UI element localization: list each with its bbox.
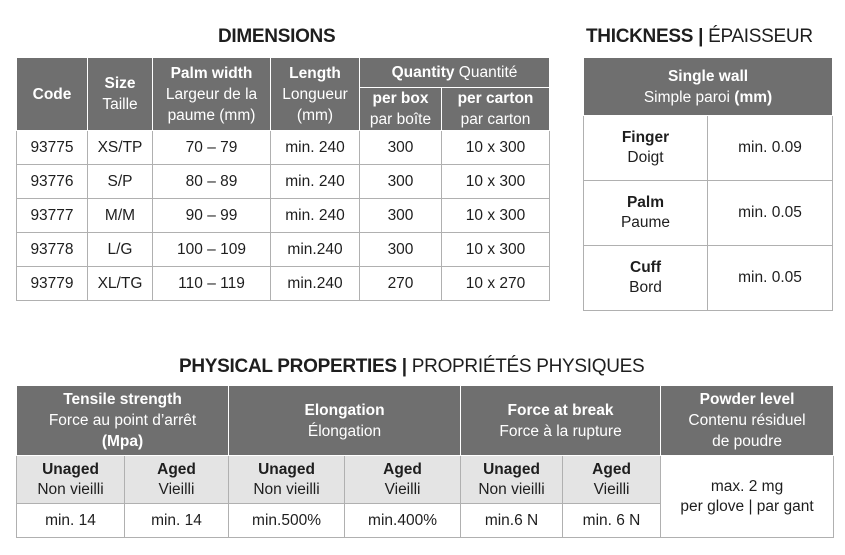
subheader-unaged: Unaged Non vieilli bbox=[17, 456, 125, 504]
physical-properties-table bbox=[16, 385, 834, 538]
cell-palm: 100 – 109 bbox=[153, 233, 271, 267]
cell-size: XL/TG bbox=[88, 267, 153, 301]
cell-size: XS/TP bbox=[88, 131, 153, 165]
subheader-aged: Aged Vieilli bbox=[125, 456, 229, 504]
cell-label: Cuff Bord bbox=[584, 246, 708, 311]
cell-force-unaged: min.6 N bbox=[461, 504, 563, 538]
cell-per-carton: 10 x 300 bbox=[442, 165, 550, 199]
cell-tensile-aged: min. 14 bbox=[125, 504, 229, 538]
table-row bbox=[17, 233, 550, 267]
header-per-carton: per carton par carton bbox=[442, 88, 550, 131]
cell-value: min. 0.09 bbox=[708, 116, 833, 181]
cell-per-box: 300 bbox=[360, 199, 442, 233]
cell-size: L/G bbox=[88, 233, 153, 267]
cell-force-aged: min. 6 N bbox=[563, 504, 661, 538]
header-size: Size Taille bbox=[88, 58, 153, 131]
header-elongation: Elongation Élongation bbox=[229, 386, 461, 456]
cell-length: min.240 bbox=[271, 233, 360, 267]
cell-value: min. 0.05 bbox=[708, 246, 833, 311]
header-quantity: Quantity Quantité bbox=[360, 58, 550, 88]
header-powder-level: Powder level Contenu résiduel de poudre bbox=[661, 386, 834, 456]
table-row bbox=[584, 246, 833, 311]
cell-length: min. 240 bbox=[271, 165, 360, 199]
cell-code: 93778 bbox=[17, 233, 88, 267]
cell-per-carton: 10 x 300 bbox=[442, 233, 550, 267]
cell-code: 93776 bbox=[17, 165, 88, 199]
thickness-title: THICKNESS | ÉPAISSEUR bbox=[586, 26, 813, 47]
cell-label: Finger Doigt bbox=[584, 116, 708, 181]
cell-per-carton: 10 x 270 bbox=[442, 267, 550, 301]
cell-size: M/M bbox=[88, 199, 153, 233]
cell-size: S/P bbox=[88, 165, 153, 199]
cell-code: 93779 bbox=[17, 267, 88, 301]
subheader-aged: Aged Vieilli bbox=[345, 456, 461, 504]
physical-properties-title: PHYSICAL PROPERTIES | PROPRIÉTÉS PHYSIQUES bbox=[179, 356, 645, 377]
cell-per-carton: 10 x 300 bbox=[442, 199, 550, 233]
subheader-unaged: Unaged Non vieilli bbox=[461, 456, 563, 504]
table-row bbox=[17, 131, 550, 165]
cell-code: 93777 bbox=[17, 199, 88, 233]
dimensions-title: DIMENSIONS bbox=[218, 26, 336, 47]
cell-palm: 80 – 89 bbox=[153, 165, 271, 199]
header-single-wall: Single wall Simple paroi (mm) bbox=[584, 58, 833, 116]
cell-code: 93775 bbox=[17, 131, 88, 165]
cell-length: min.240 bbox=[271, 267, 360, 301]
cell-powder-value: max. 2 mg per glove | par gant bbox=[661, 456, 834, 538]
cell-per-carton: 10 x 300 bbox=[442, 131, 550, 165]
cell-elongation-aged: min.400% bbox=[345, 504, 461, 538]
cell-length: min. 240 bbox=[271, 131, 360, 165]
header-tensile-strength: Tensile strength Force au point d’arrêt (Mpa) bbox=[17, 386, 229, 456]
cell-elongation-unaged: min.500% bbox=[229, 504, 345, 538]
subheader-aged: Aged Vieilli bbox=[563, 456, 661, 504]
header-per-box: per box par boîte bbox=[360, 88, 442, 131]
cell-value: min. 0.05 bbox=[708, 181, 833, 246]
cell-per-box: 300 bbox=[360, 131, 442, 165]
cell-palm: 110 – 119 bbox=[153, 267, 271, 301]
header-length: Length Longueur (mm) bbox=[271, 58, 360, 131]
table-row bbox=[17, 165, 550, 199]
cell-label: Palm Paume bbox=[584, 181, 708, 246]
cell-length: min. 240 bbox=[271, 199, 360, 233]
header-palm-width: Palm width Largeur de la paume (mm) bbox=[153, 58, 271, 131]
table-row bbox=[17, 267, 550, 301]
thickness-table bbox=[583, 57, 833, 311]
cell-palm: 90 – 99 bbox=[153, 199, 271, 233]
table-row bbox=[17, 199, 550, 233]
header-code: Code bbox=[17, 58, 88, 131]
cell-per-box: 270 bbox=[360, 267, 442, 301]
header-force-at-break: Force at break Force à la rupture bbox=[461, 386, 661, 456]
subheader-unaged: Unaged Non vieilli bbox=[229, 456, 345, 504]
cell-palm: 70 – 79 bbox=[153, 131, 271, 165]
table-row bbox=[584, 116, 833, 181]
cell-per-box: 300 bbox=[360, 165, 442, 199]
table-row bbox=[584, 181, 833, 246]
dimensions-table bbox=[16, 57, 550, 301]
cell-tensile-unaged: min. 14 bbox=[17, 504, 125, 538]
cell-per-box: 300 bbox=[360, 233, 442, 267]
